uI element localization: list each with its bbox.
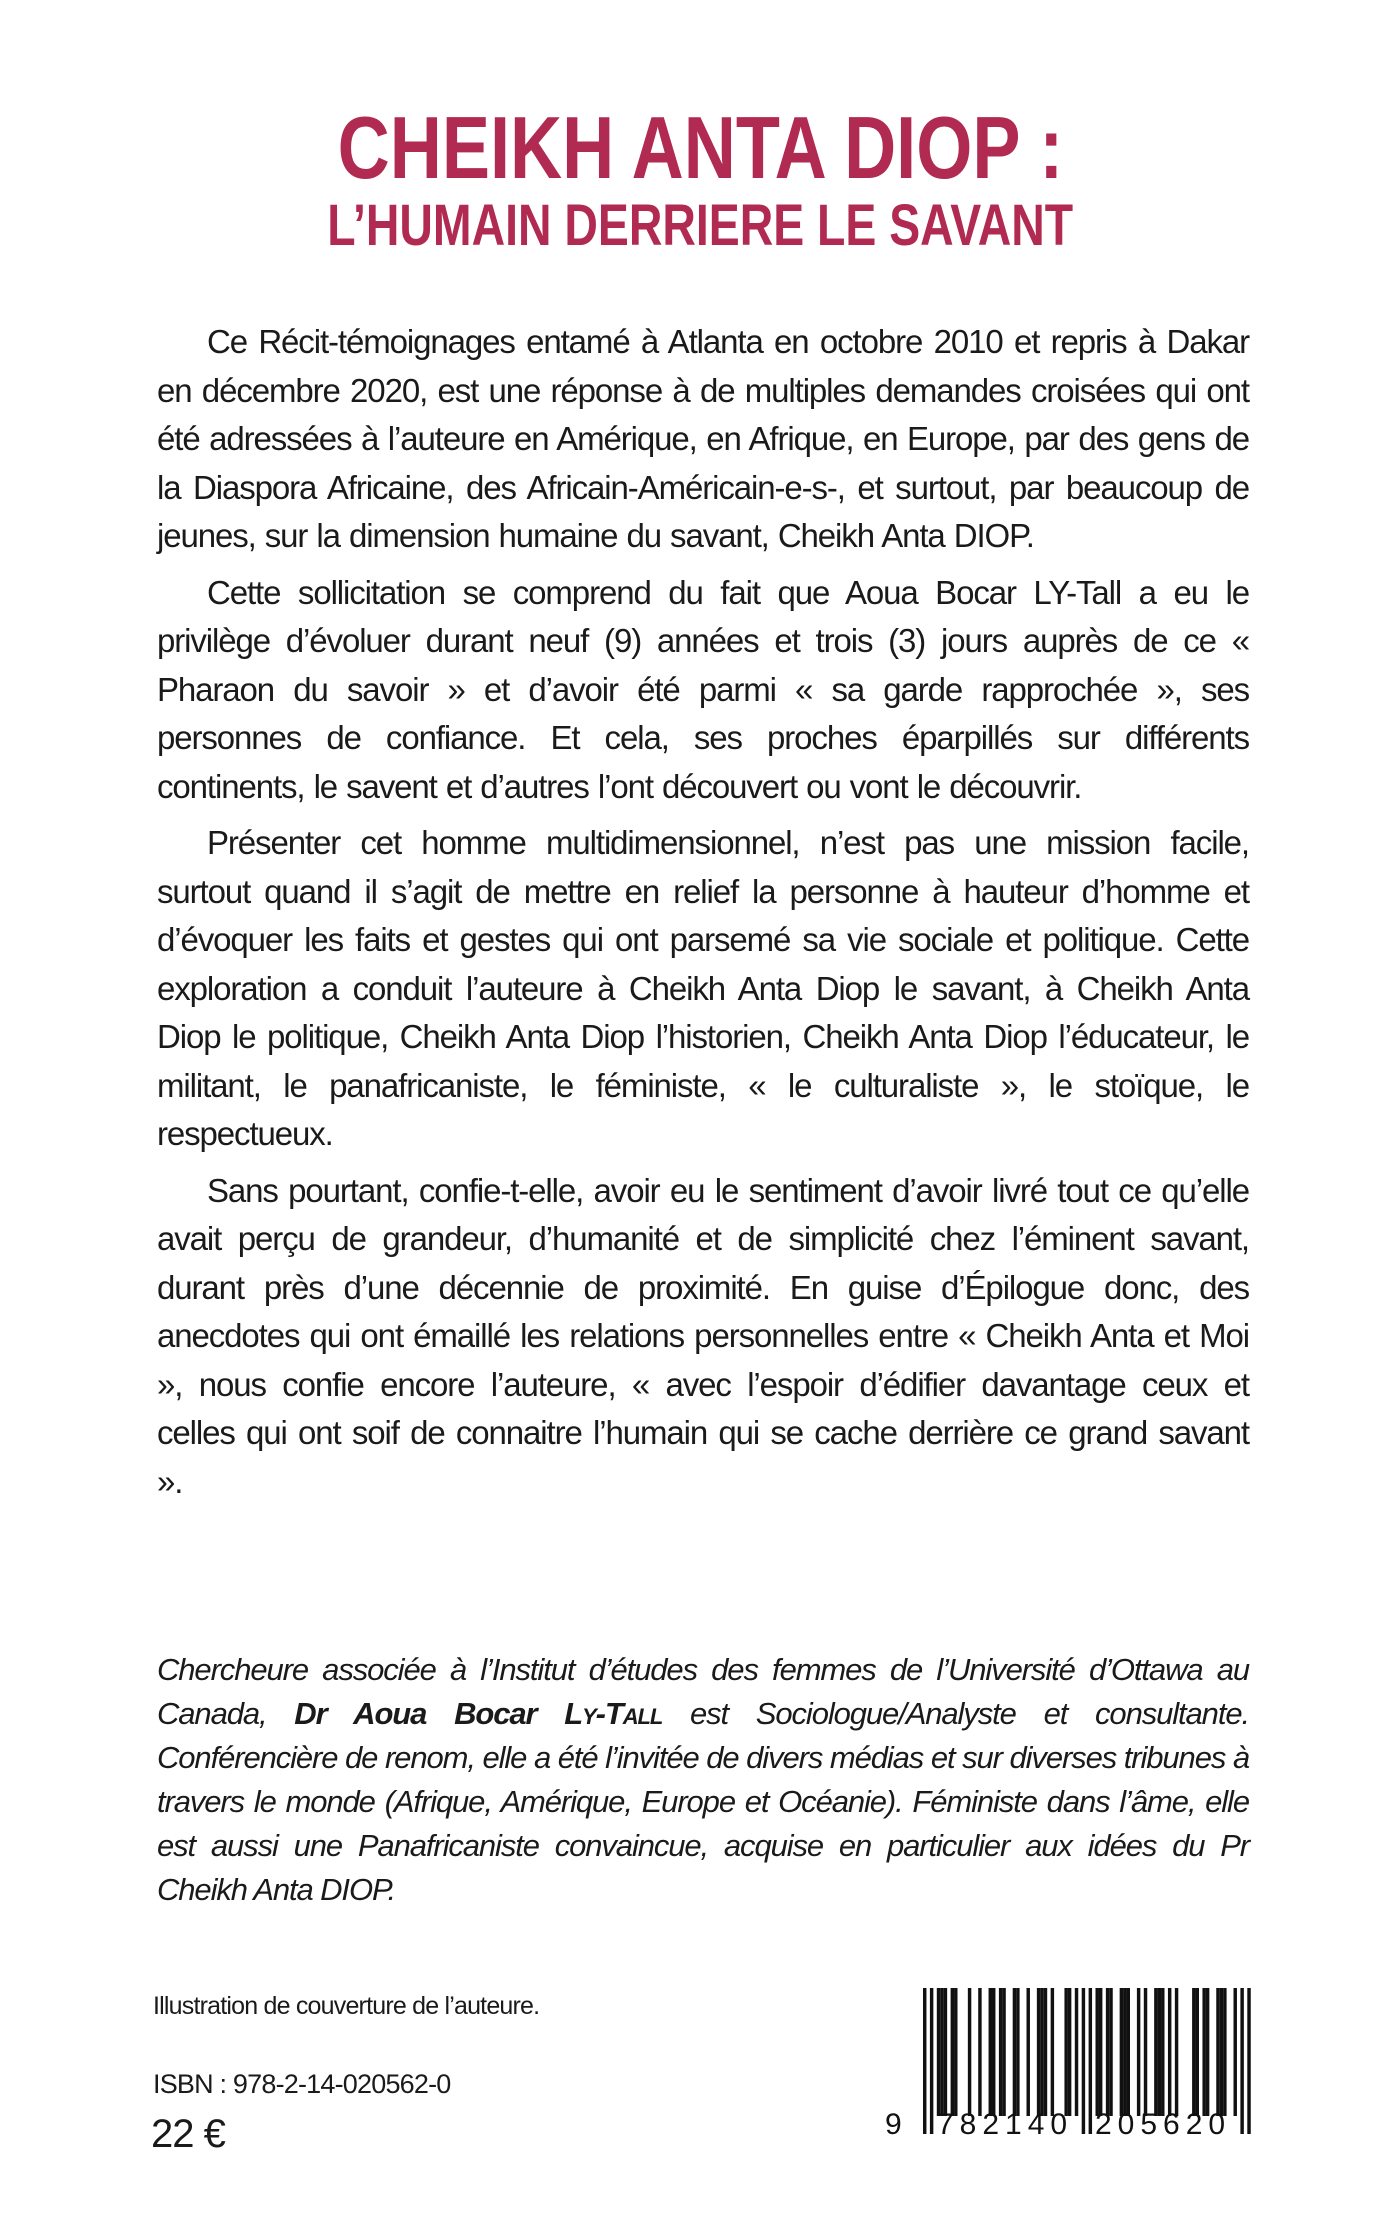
price: 22 € — [151, 2112, 225, 2156]
svg-text:205620: 205620 — [1095, 2108, 1232, 2141]
author-bio — [157, 1648, 1249, 1912]
author-name — [294, 1696, 662, 1731]
barcode-icon — [885, 1986, 1255, 2156]
svg-text:9: 9 — [885, 2108, 902, 2141]
bio-intro: Chercheure associée à l’Institut d’études des femmes de l’Université d’Ottawa au Canada, — [157, 1652, 1249, 1731]
title-subtitle: L’HUMAIN DERRIERE LE SAVANT — [327, 193, 1073, 258]
blurb-paragraph-2: Cette sollicitation se comprend du fait que Aoua Bocar LY-Tall a eu le privilège d’évoluer durant neuf (9) années et trois (3) jours auprès de ce « Pharaon du savoir » et d’avoir été parmi « sa garde rapprochée », ses personnes de confiance. Et cela, ses proches éparpillés sur différents continents, le savent et d’autres l’ont découvert ou vont le découvrir. — [157, 573, 1249, 805]
isbn-barcode — [885, 1986, 1255, 2156]
svg-text:782140: 782140 — [937, 2108, 1074, 2141]
author-surname: Ly-Tall — [564, 1696, 663, 1731]
author-first-names: Dr Aoua Bocar — [294, 1696, 565, 1731]
blurb-paragraph-3: Présenter cet homme multidimensionnel, n’est pas une mission facile, surtout quand il s’agit de mettre en relief la personne à hauteur d’homme et d’évoquer les faits et gestes qui ont parsemé sa vie sociale et politique. Cette exploration a conduit l’auteure à Cheikh Anta Diop le savant, à Cheikh Anta Diop le politique, Cheikh Anta Diop l’historien, Cheikh Anta Diop l’éducateur, le militant, le panafricaniste, le féministe, « le culturaliste », le stoïque, le respectueux. — [157, 824, 1249, 1152]
blurb-paragraph-1: Ce Récit-témoignages entamé à Atlanta en octobre 2010 et repris à Dakar en décembre 2020, est une réponse à de multiples demandes croisées qui ont été adressées à l’auteure en Amérique, en Afrique, en Europe, par des gens de la Diaspora Africaine, des Africain-Américain-e-s-, et surtout, par beaucoup de jeunes, sur la dimension humaine du savant, Cheikh Anta DIOP. — [157, 323, 1249, 554]
title-main: CHEIKH ANTA DIOP : — [337, 98, 1063, 197]
cover-illustration-credit: Illustration de couverture de l’auteure. — [153, 1992, 540, 2020]
book-title — [0, 98, 1400, 258]
blurb — [157, 318, 1249, 1514]
isbn: ISBN : 978-2-14-020562-0 — [153, 2069, 451, 2099]
bio-rest: est Sociologue/Analyste et consultante. Conférencière de renom, elle a été l’invitée de divers médias et sur diverses tribunes à travers le monde (Afrique, Amérique, Europe et Océanie). Féministe dans l’âme, elle est aussi une Panafricaniste convaincue, acquise en particulier aux idées du Pr Cheikh Anta DIOP. — [157, 1696, 1249, 1907]
blurb-paragraph-4: Sans pourtant, confie-t-elle, avoir eu le sentiment d’avoir livré tout ce qu’elle avait perçu de grandeur, d’humanité et de simplicité chez l’éminent savant, durant près d’une décennie de proximité. En guise d’Épilogue donc, des anecdotes qui ont émaillé les relations personnelles entre « Cheikh Anta et Moi », nous confie encore l’auteure, « avec l’espoir d’édifier davantage ceux et celles qui ont soif de connaitre l’humain qui se cache derrière ce grand savant ». — [157, 1171, 1249, 1500]
